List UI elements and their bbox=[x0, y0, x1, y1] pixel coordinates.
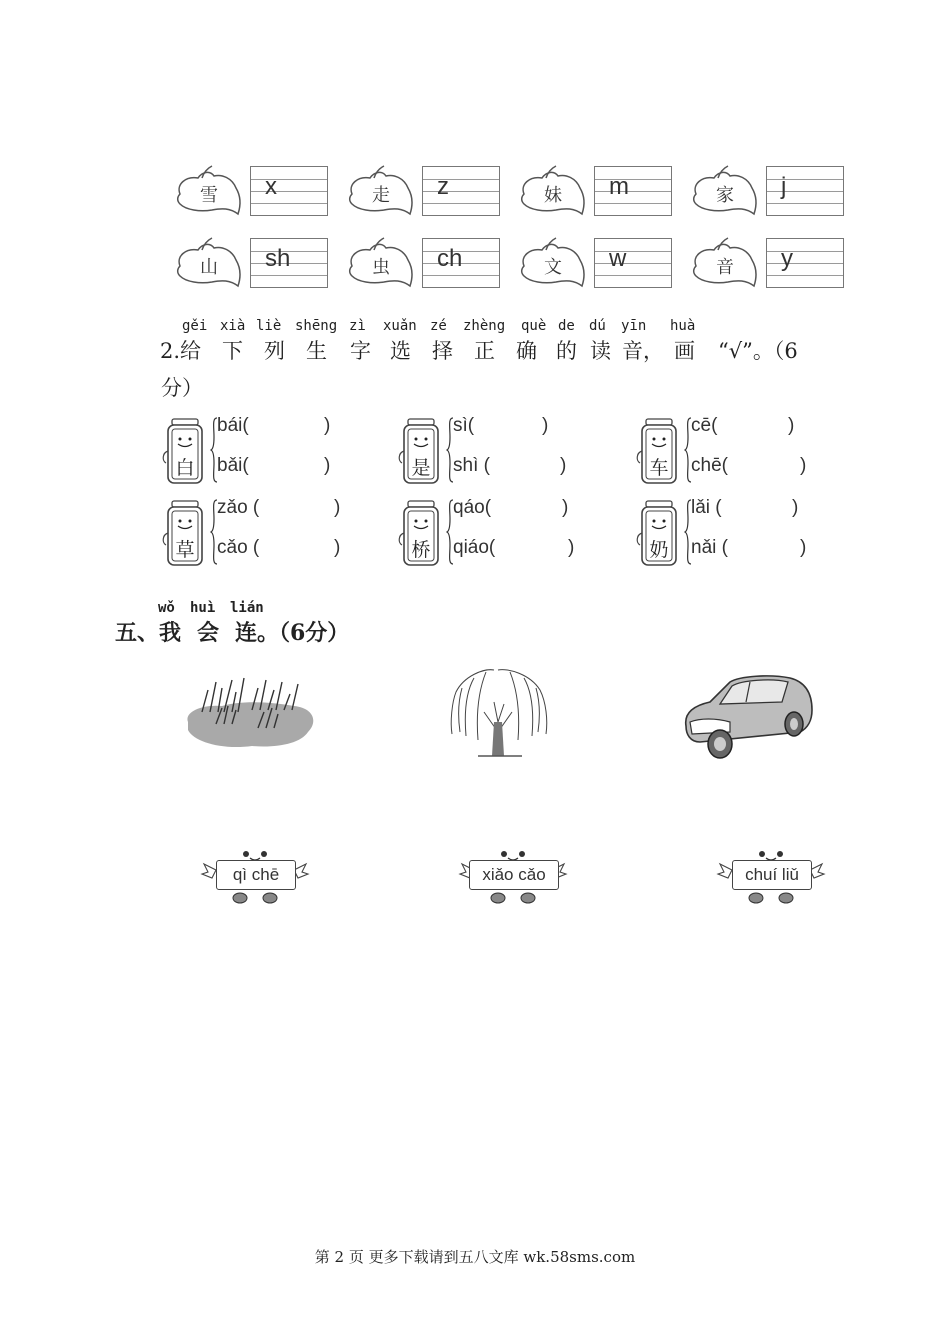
grid-pinyin: ch bbox=[437, 245, 463, 272]
pinyin: shēng bbox=[295, 318, 338, 334]
pinyin: liè bbox=[256, 318, 282, 334]
option-b[interactable]: qiáo( bbox=[453, 537, 496, 558]
option-a[interactable]: zǎo ( bbox=[217, 497, 260, 518]
pinyin: gěi bbox=[182, 318, 208, 334]
willow-tree-picture[interactable] bbox=[444, 662, 554, 762]
grid-pinyin: m bbox=[609, 173, 629, 200]
leaf-icon bbox=[516, 236, 590, 292]
option-b[interactable]: cǎo ( bbox=[217, 537, 260, 558]
option-group bbox=[160, 415, 360, 487]
grid-pinyin: y bbox=[781, 245, 793, 272]
question-text: 确 bbox=[516, 339, 537, 363]
leaf-pair bbox=[688, 236, 848, 292]
question-text: 的 bbox=[556, 339, 577, 363]
four-line-grid[interactable] bbox=[250, 166, 328, 216]
q2-question-continuation: 分） bbox=[161, 376, 203, 400]
leaf-char: 音 bbox=[716, 257, 734, 278]
option-group bbox=[396, 497, 596, 569]
close-paren: ) bbox=[324, 415, 331, 436]
sign-label: chuí liǔ bbox=[732, 860, 812, 890]
pinyin: què bbox=[521, 318, 547, 334]
grid-pinyin: j bbox=[781, 173, 787, 200]
car-picture[interactable] bbox=[680, 670, 816, 762]
phone-character-icon bbox=[160, 497, 210, 569]
grid-pinyin: sh bbox=[265, 245, 291, 272]
pinyin: lián bbox=[230, 600, 264, 616]
leaf-icon bbox=[516, 164, 590, 220]
close-paren: ) bbox=[788, 415, 795, 436]
four-line-grid[interactable] bbox=[422, 166, 500, 216]
question-text: 生 bbox=[306, 339, 327, 363]
close-paren: ) bbox=[334, 497, 341, 518]
pinyin: xuǎn bbox=[383, 318, 417, 334]
four-line-grid[interactable] bbox=[766, 166, 844, 216]
leaf-pair bbox=[172, 164, 332, 220]
four-line-grid[interactable] bbox=[594, 166, 672, 216]
question-text: 字 bbox=[350, 339, 371, 363]
leaf-char: 家 bbox=[716, 185, 734, 206]
pinyin: zì bbox=[349, 318, 366, 334]
leaf-char: 走 bbox=[372, 185, 390, 206]
option-a[interactable]: bái( bbox=[217, 415, 249, 436]
pinyin: huì bbox=[190, 600, 216, 616]
leaf-char: 文 bbox=[544, 257, 562, 278]
option-group bbox=[396, 415, 596, 487]
option-char: 草 bbox=[175, 539, 195, 561]
close-paren: ) bbox=[334, 537, 341, 558]
pinyin: zhèng bbox=[463, 318, 506, 334]
pinyin: dú bbox=[589, 318, 606, 334]
option-char: 是 bbox=[411, 457, 431, 479]
section-title-char: 连。（6分） bbox=[235, 620, 350, 646]
page-footer: 第 2 页 更多下载请到五八文库 wk.58sms.com bbox=[314, 1248, 636, 1266]
leaf-icon bbox=[688, 236, 762, 292]
close-paren: ) bbox=[800, 537, 807, 558]
section-number: 五、 bbox=[115, 620, 160, 646]
option-char: 奶 bbox=[649, 539, 669, 561]
leaf-grid-row-2 bbox=[172, 236, 852, 292]
leaf-char: 虫 bbox=[372, 257, 390, 278]
pinyin-sign[interactable] bbox=[458, 848, 568, 908]
close-paren: ) bbox=[568, 537, 575, 558]
four-line-grid[interactable] bbox=[250, 238, 328, 288]
leaf-icon bbox=[344, 236, 418, 292]
pinyin: xià bbox=[220, 318, 246, 334]
leaf-pair bbox=[688, 164, 848, 220]
option-b[interactable]: bǎi( bbox=[217, 455, 249, 476]
section-title-char: 我 bbox=[159, 620, 182, 646]
pinyin-sign[interactable] bbox=[716, 848, 826, 908]
four-line-grid[interactable] bbox=[766, 238, 844, 288]
section5-title bbox=[115, 616, 515, 646]
leaf-pair bbox=[344, 236, 504, 292]
pinyin: wǒ bbox=[158, 600, 175, 616]
question-text: 选 bbox=[390, 339, 411, 363]
leaf-icon bbox=[172, 164, 246, 220]
four-line-grid[interactable] bbox=[422, 238, 500, 288]
grid-pinyin: w bbox=[609, 245, 627, 272]
option-b[interactable]: nǎi ( bbox=[691, 537, 728, 558]
pinyin: huà bbox=[670, 318, 696, 334]
leaf-icon bbox=[172, 236, 246, 292]
sign-label: xiǎo cǎo bbox=[469, 860, 559, 890]
leaf-icon bbox=[688, 164, 762, 220]
question-text: 择 bbox=[432, 339, 453, 363]
close-paren: ) bbox=[324, 455, 331, 476]
option-b[interactable]: shì ( bbox=[453, 455, 490, 476]
close-paren: ) bbox=[542, 415, 549, 436]
close-paren: ) bbox=[800, 455, 807, 476]
phone-character-icon bbox=[634, 415, 684, 487]
grid-pinyin: z bbox=[437, 173, 449, 200]
phone-character-icon bbox=[396, 497, 446, 569]
pinyin: zé bbox=[430, 318, 447, 334]
leaf-char: 妹 bbox=[544, 185, 562, 206]
pinyin: yīn bbox=[621, 318, 647, 334]
leaf-pair bbox=[172, 236, 332, 292]
option-a[interactable]: qáo( bbox=[453, 497, 492, 518]
leaf-char: 雪 bbox=[200, 185, 218, 206]
question-text: “√”。（6 bbox=[718, 339, 798, 363]
question-text: 读 bbox=[590, 339, 611, 363]
section-title-char: 会 bbox=[197, 620, 220, 646]
option-a[interactable]: sì( bbox=[453, 415, 475, 436]
grid-pinyin: x bbox=[265, 173, 277, 200]
option-group bbox=[634, 415, 834, 487]
option-b[interactable]: chē( bbox=[691, 455, 728, 476]
question-text: 音， bbox=[622, 339, 664, 363]
phone-character-icon bbox=[634, 497, 684, 569]
close-paren: ) bbox=[560, 455, 567, 476]
leaf-pair bbox=[516, 164, 676, 220]
leaf-pair bbox=[344, 164, 504, 220]
leaf-grid-row-1 bbox=[172, 164, 852, 220]
option-a[interactable]: lǎi ( bbox=[691, 497, 722, 518]
question-text: 列 bbox=[264, 339, 285, 363]
option-group bbox=[634, 497, 834, 569]
leaf-icon bbox=[344, 164, 418, 220]
phone-character-icon bbox=[396, 415, 446, 487]
pinyin-sign[interactable] bbox=[200, 848, 310, 908]
phone-character-icon bbox=[160, 415, 210, 487]
option-group bbox=[160, 497, 360, 569]
option-char: 车 bbox=[649, 457, 669, 479]
question-text: 正 bbox=[474, 339, 495, 363]
pinyin: de bbox=[558, 318, 575, 334]
close-paren: ) bbox=[562, 497, 569, 518]
option-char: 桥 bbox=[411, 539, 431, 561]
question-text: 下 bbox=[222, 339, 243, 363]
sign-label: qì chē bbox=[216, 860, 296, 890]
close-paren: ) bbox=[792, 497, 799, 518]
four-line-grid[interactable] bbox=[594, 238, 672, 288]
grass-picture[interactable] bbox=[182, 672, 318, 752]
question-text: 画 bbox=[674, 339, 695, 363]
leaf-pair bbox=[516, 236, 676, 292]
question-text: 2.给 bbox=[160, 339, 202, 363]
option-char: 白 bbox=[175, 457, 195, 479]
option-a[interactable]: cē( bbox=[691, 415, 718, 436]
leaf-char: 山 bbox=[200, 257, 218, 278]
